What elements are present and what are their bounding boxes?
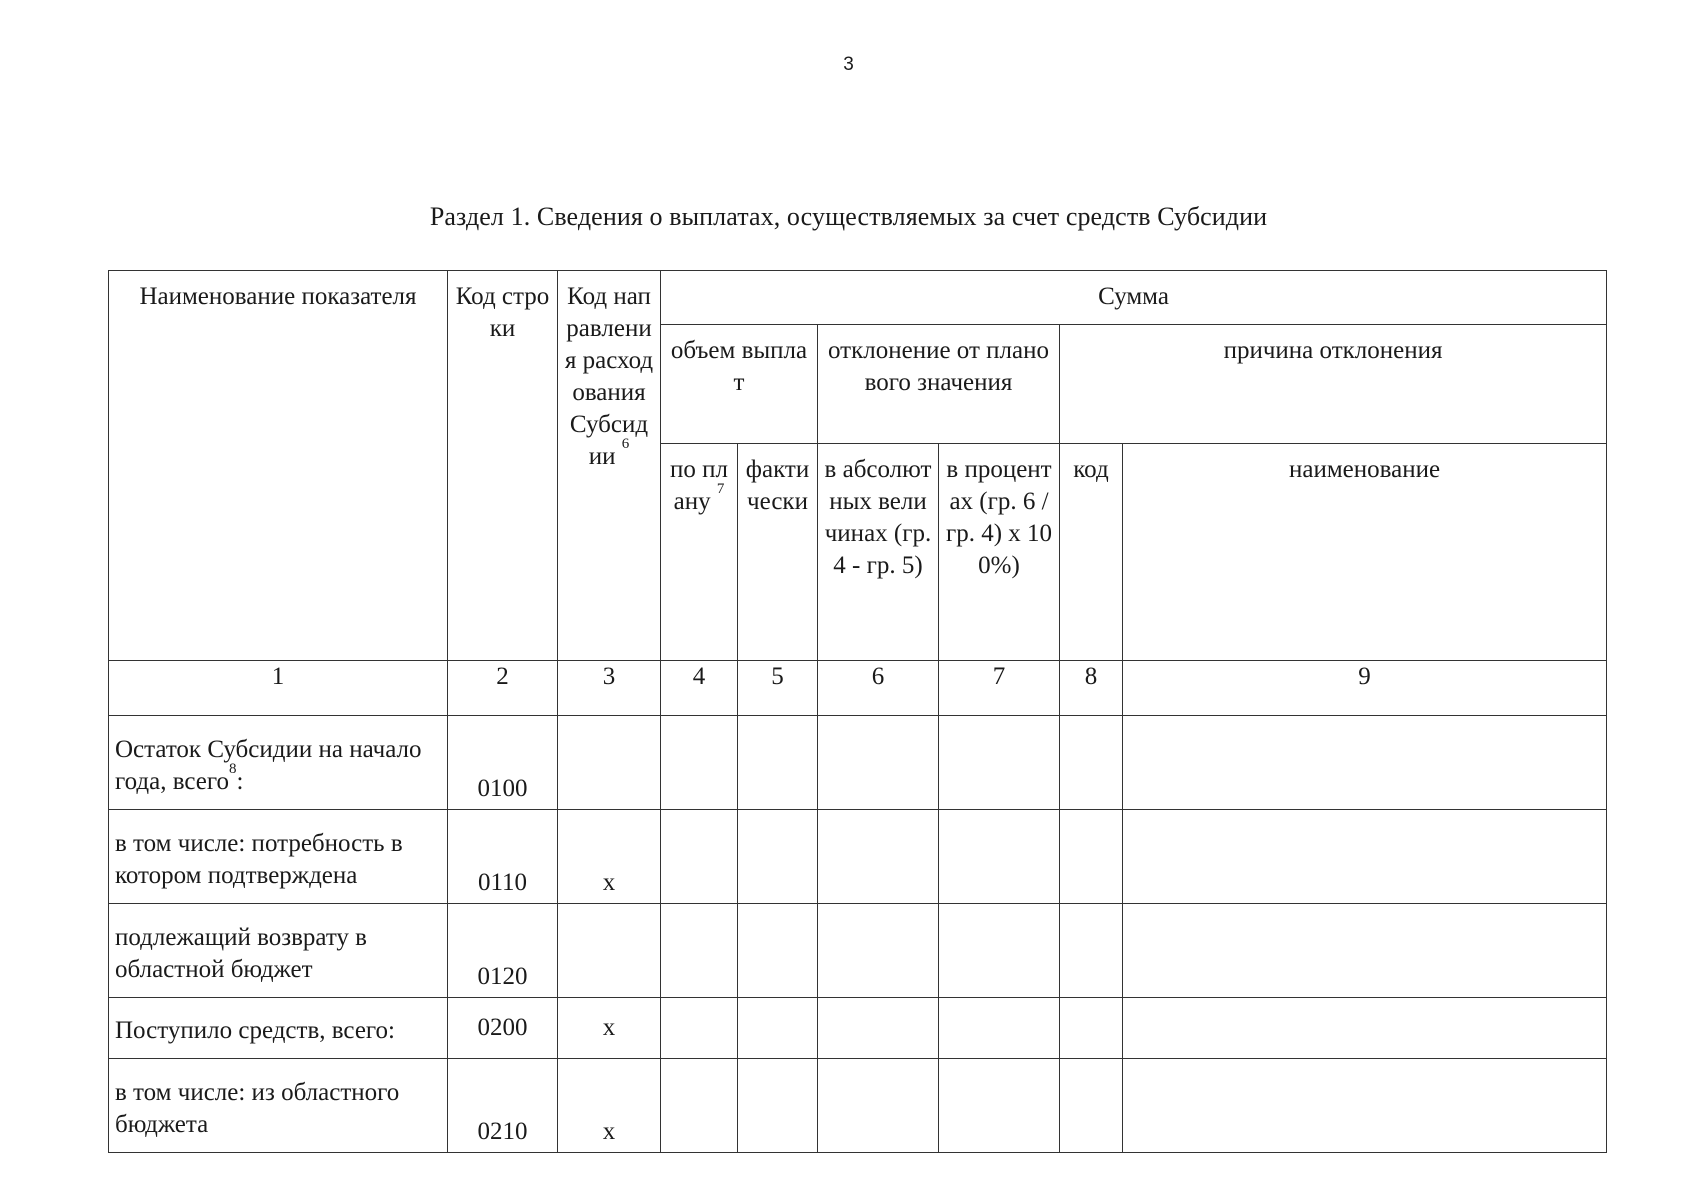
cell-actual [738, 1059, 818, 1153]
cell-percent [939, 998, 1060, 1059]
cell-planned [661, 904, 738, 998]
cell-reason-name [1123, 904, 1607, 998]
header-actual: фактически [738, 444, 818, 661]
cell-reason-name [1123, 716, 1607, 810]
cell-reason-code [1060, 998, 1123, 1059]
header-indicator-name: Наименование показателя [109, 271, 448, 661]
row-direction: x [558, 810, 661, 904]
footnote-6: 6 [621, 436, 630, 452]
row-direction [558, 716, 661, 810]
cell-absolute [818, 810, 939, 904]
row-name: в том числе: потребность в котором подтверждена [109, 810, 448, 904]
column-number: 4 [661, 661, 738, 716]
row-name [109, 716, 448, 810]
header-planned-text: по плану [670, 456, 728, 515]
header-deviation-reason: причина отклонения [1060, 325, 1607, 444]
column-number: 1 [109, 661, 448, 716]
cell-percent [939, 904, 1060, 998]
cell-absolute [818, 716, 939, 810]
cell-planned [661, 810, 738, 904]
header-reason-code: код [1060, 444, 1123, 661]
cell-actual [738, 904, 818, 998]
payments-table [108, 270, 1607, 1153]
header-absolute: в абсолютных величинах (гр. 4 - гр. 5) [818, 444, 939, 661]
cell-percent [939, 1059, 1060, 1153]
header-line-code: Код строки [448, 271, 558, 661]
row-code: 0200 [448, 998, 558, 1059]
row-name-text: Остаток Субсидии на начало года, всего [115, 735, 422, 795]
table-row [109, 998, 1607, 1059]
cell-reason-code [1060, 716, 1123, 810]
row-direction [558, 904, 661, 998]
table-row [109, 810, 1607, 904]
cell-actual [738, 716, 818, 810]
section-title: Раздел 1. Сведения о выплатах, осуществляемых за счет средств Субсидии [429, 202, 1268, 231]
cell-reason-name [1123, 998, 1607, 1059]
cell-reason-name [1123, 810, 1607, 904]
cell-planned [661, 998, 738, 1059]
cell-reason-name [1123, 1059, 1607, 1153]
cell-percent [939, 810, 1060, 904]
row-direction: x [558, 998, 661, 1059]
table-row [109, 904, 1607, 998]
header-direction-code [558, 271, 661, 661]
header-reason-name: наименование [1123, 444, 1607, 661]
column-numbers-row [109, 661, 1607, 716]
cell-reason-code [1060, 1059, 1123, 1153]
row-direction: x [558, 1059, 661, 1153]
cell-actual [738, 998, 818, 1059]
header-planned [661, 444, 738, 661]
footnote-7: 7 [716, 481, 725, 497]
column-number: 6 [818, 661, 939, 716]
column-number: 3 [558, 661, 661, 716]
cell-actual [738, 810, 818, 904]
header-direction-code-text: Код направления расходования Субсидии [564, 283, 654, 470]
column-number: 7 [939, 661, 1060, 716]
header-percent: в процентах (гр. 6 / гр. 4) x 100%) [939, 444, 1060, 661]
cell-percent [939, 716, 1060, 810]
row-name: подлежащий возврату в областной бюджет [109, 904, 448, 998]
column-number: 8 [1060, 661, 1123, 716]
column-number: 9 [1123, 661, 1607, 716]
row-code: 0100 [448, 716, 558, 810]
table-row [109, 716, 1607, 810]
row-name-suffix: : [236, 767, 244, 795]
column-number: 5 [738, 661, 818, 716]
column-number: 2 [448, 661, 558, 716]
cell-planned [661, 716, 738, 810]
row-name: Поступило средств, всего: [109, 998, 448, 1059]
header-sum: Сумма [661, 271, 1607, 325]
page-number: 3 [843, 54, 854, 75]
cell-absolute [818, 904, 939, 998]
row-name: в том числе: из областного бюджета [109, 1059, 448, 1153]
cell-absolute [818, 1059, 939, 1153]
row-code: 0110 [448, 810, 558, 904]
cell-reason-code [1060, 810, 1123, 904]
cell-absolute [818, 998, 939, 1059]
row-code: 0210 [448, 1059, 558, 1153]
cell-planned [661, 1059, 738, 1153]
table-row [109, 1059, 1607, 1153]
row-code: 0120 [448, 904, 558, 998]
header-payment-volume: объем выплат [661, 325, 818, 444]
header-deviation: отклонение от планового значения [818, 325, 1060, 444]
footnote-8: 8 [229, 760, 237, 777]
cell-reason-code [1060, 904, 1123, 998]
